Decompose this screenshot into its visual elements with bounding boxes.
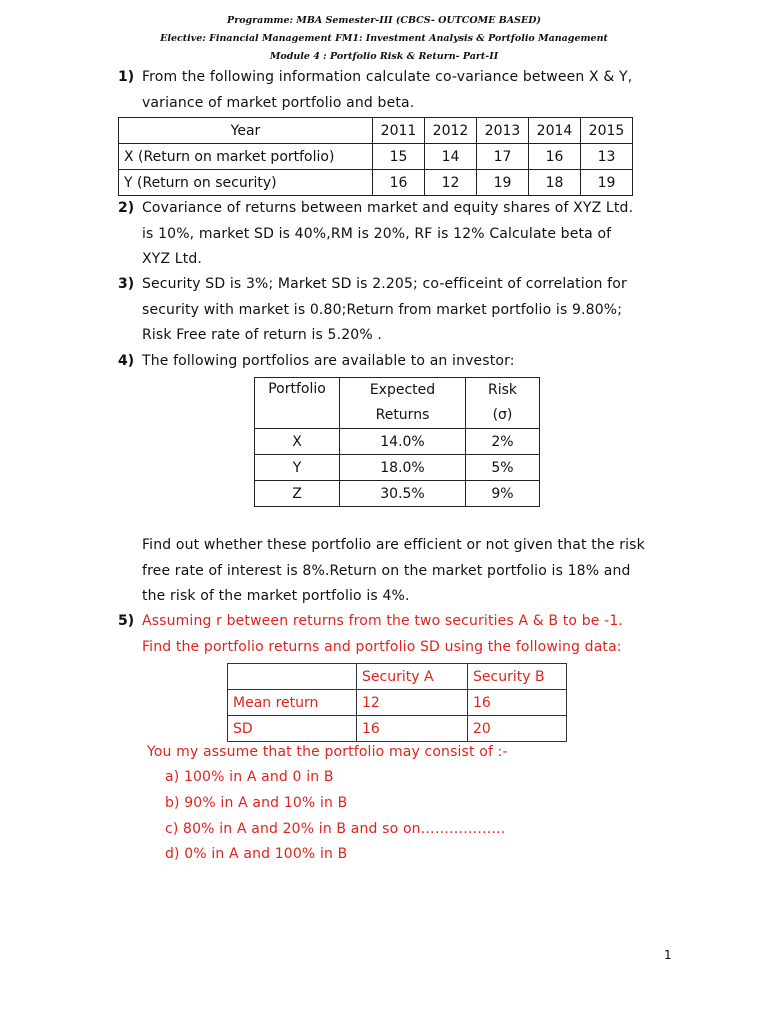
- table-row: [119, 170, 633, 196]
- table-header-cell: 2012: [425, 118, 477, 144]
- table-cell: 5%: [466, 455, 540, 481]
- table-header-cell: Portfolio: [255, 378, 340, 429]
- q5-option-c: c) 80% in A and 20% in B and so on………………: [165, 821, 506, 837]
- header-module: Module 4 : Portfolio Risk & Return- Part-II: [269, 51, 499, 62]
- q3-line-1: Security SD is 3%; Market SD is 2.205; co-efficeint of correlation for: [142, 276, 627, 292]
- table-row: [255, 378, 540, 429]
- page-number: 1: [664, 948, 672, 962]
- sigma-label: (σ): [492, 407, 513, 423]
- table-cell: 9%: [466, 481, 540, 507]
- header-programme: Programme: MBA Semester-III (CBCS- OUTCOME BASED): [227, 15, 541, 26]
- q4-line-1: The following portfolios are available to an investor:: [142, 353, 515, 369]
- table-row: [228, 664, 567, 690]
- q2-line-3: XYZ Ltd.: [142, 251, 203, 267]
- table-header-cell: [228, 664, 357, 690]
- q4-after-line-2: free rate of interest is 8%.Return on the market portfolio is 18% and: [142, 563, 631, 579]
- returns-label: Returns: [375, 407, 430, 423]
- q4-number: 4): [118, 353, 135, 369]
- table-row: [255, 455, 540, 481]
- table-header-cell: Security A: [357, 664, 468, 690]
- q3-number: 3): [118, 276, 135, 292]
- risk-label: Risk: [487, 382, 518, 398]
- q2-line-2: is 10%, market SD is 40%,RM is 20%, RF is 12% Calculate beta of: [142, 226, 612, 242]
- table-row: [255, 429, 540, 455]
- table-header-cell: 2015: [581, 118, 633, 144]
- table-row: [119, 118, 633, 144]
- table-cell: X (Return on market portfolio): [119, 144, 373, 170]
- table-cell: 17: [477, 144, 529, 170]
- table-cell: 14.0%: [340, 429, 466, 455]
- table-cell: 16: [468, 690, 567, 716]
- q5-option-a: a) 100% in A and 0 in B: [165, 769, 334, 785]
- table-cell: 12: [357, 690, 468, 716]
- q5-assume-line: You my assume that the portfolio may consist of :-: [147, 744, 508, 760]
- q2-number: 2): [118, 200, 135, 216]
- table-cell: Mean return: [228, 690, 357, 716]
- table-header-cell: Security B: [468, 664, 567, 690]
- table-header-cell: [466, 378, 540, 429]
- table-cell: 19: [477, 170, 529, 196]
- table-cell: Y (Return on security): [119, 170, 373, 196]
- table-cell: 18: [529, 170, 581, 196]
- table-cell: 16: [529, 144, 581, 170]
- q5-option-d: d) 0% in A and 100% in B: [165, 846, 348, 862]
- q5-table: [227, 663, 567, 742]
- q1-line-1: From the following information calculate co-variance between X & Y,: [142, 69, 633, 85]
- q5-line-2: Find the portfolio returns and portfolio SD using the following data:: [142, 639, 622, 655]
- table-cell: Z: [255, 481, 340, 507]
- q4-after-line-1: Find out whether these portfolio are efficient or not given that the risk: [142, 537, 645, 553]
- table-cell: 15: [373, 144, 425, 170]
- q3-line-3: Risk Free rate of return is 5.20% .: [142, 327, 382, 343]
- q5-number: 5): [118, 613, 135, 629]
- table-header-cell: Year: [119, 118, 373, 144]
- q4-table: [254, 377, 540, 507]
- table-cell: 16: [357, 716, 468, 742]
- q1-table: [118, 117, 633, 196]
- table-cell: 19: [581, 170, 633, 196]
- table-row: [228, 690, 567, 716]
- q4-after-line-3: the risk of the market portfolio is 4%.: [142, 588, 410, 604]
- q5-option-b: b) 90% in A and 10% in B: [165, 795, 348, 811]
- table-row: [119, 144, 633, 170]
- q1-line-2: variance of market portfolio and beta.: [142, 95, 415, 111]
- table-cell: X: [255, 429, 340, 455]
- table-cell: SD: [228, 716, 357, 742]
- table-row: [228, 716, 567, 742]
- table-cell: 30.5%: [340, 481, 466, 507]
- table-cell: 14: [425, 144, 477, 170]
- table-header-cell: 2011: [373, 118, 425, 144]
- table-cell: 18.0%: [340, 455, 466, 481]
- table-cell: Y: [255, 455, 340, 481]
- table-row: [255, 481, 540, 507]
- q1-number: 1): [118, 69, 135, 85]
- table-cell: 13: [581, 144, 633, 170]
- header-elective: Elective: Financial Management FM1: Investment Analysis & Portfolio Management: [160, 33, 608, 44]
- q5-line-1: Assuming r between returns from the two securities A & B to be -1.: [142, 613, 624, 629]
- table-cell: 2%: [466, 429, 540, 455]
- table-header-cell: 2014: [529, 118, 581, 144]
- table-cell: 12: [425, 170, 477, 196]
- table-header-cell: 2013: [477, 118, 529, 144]
- q3-line-2: security with market is 0.80;Return from market portfolio is 9.80%;: [142, 302, 623, 318]
- table-cell: 20: [468, 716, 567, 742]
- table-header-cell: [340, 378, 466, 429]
- table-cell: 16: [373, 170, 425, 196]
- expected-label: Expected: [369, 382, 436, 398]
- q2-line-1: Covariance of returns between market and equity shares of XYZ Ltd.: [142, 200, 634, 216]
